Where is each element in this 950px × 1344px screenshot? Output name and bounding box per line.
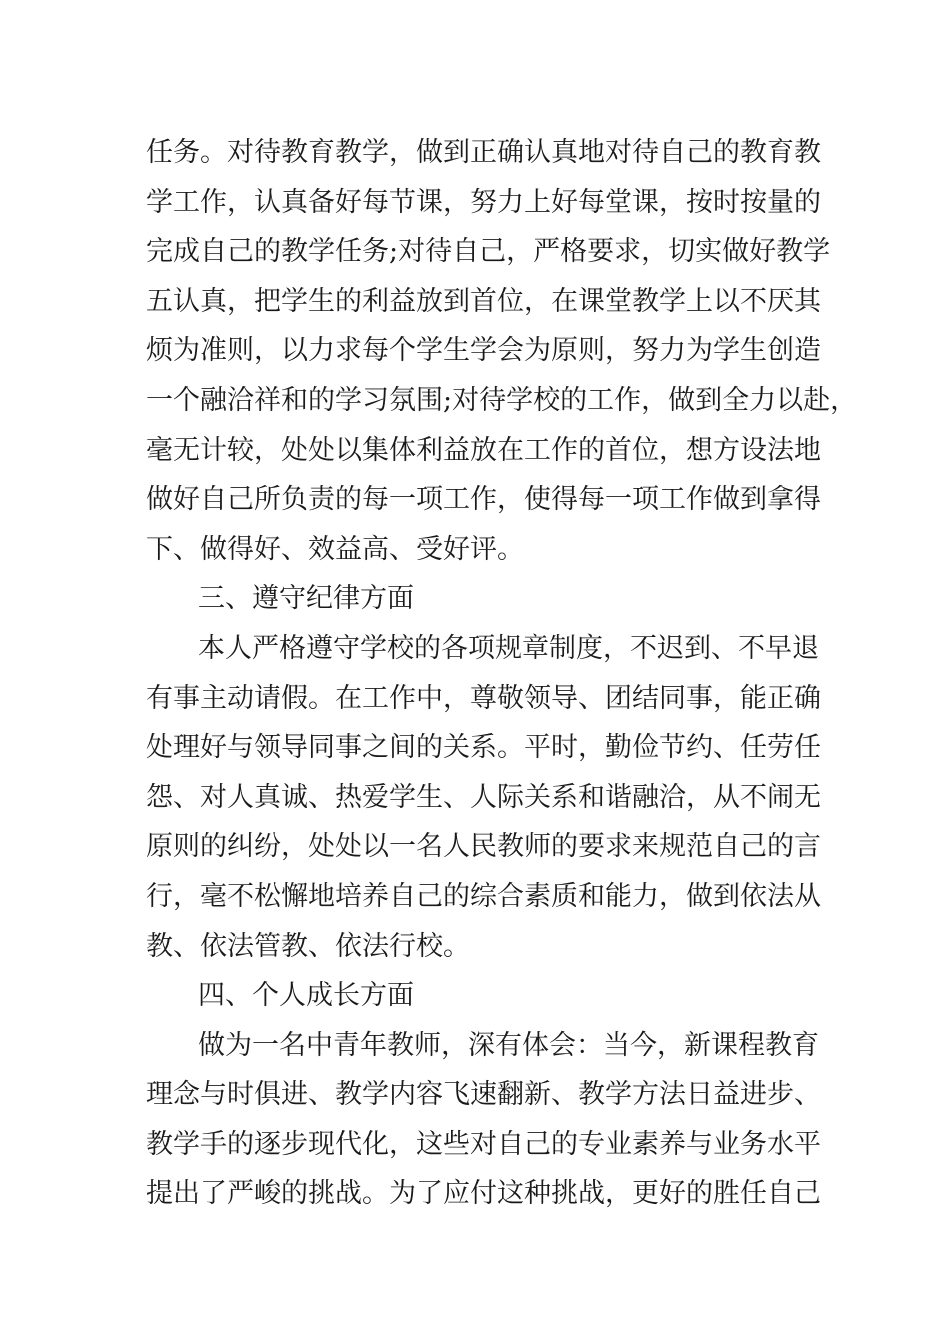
section-heading-discipline: 三、遵守纪律方面 [198, 583, 414, 615]
text-line: 毫无计较，处处以集体利益放在工作的首位，想方设法地 [146, 434, 821, 466]
text-line: 理念与时俱进、教学内容飞速翻新、教学方法日益进步、 [146, 1079, 821, 1111]
text-line: 学工作，认真备好每节课，努力上好每堂课，按时按量的 [146, 186, 821, 218]
text-line: 教、依法管教、依法行校。 [146, 930, 470, 962]
text-line: 任务。对待教育教学，做到正确认真地对待自己的教育教 [146, 137, 821, 168]
paragraph-start: 本人严格遵守学校的各项规章制度，不迟到、不早退 [198, 632, 819, 664]
paragraph-start: 做为一名中青年教师，深有体会：当今，新课程教育 [198, 1029, 819, 1061]
text-line: 五认真，把学生的利益放到首位，在课堂教学上以不厌其 [146, 285, 821, 317]
text-line: 原则的纠纷，处处以一名人民教师的要求来规范自己的言 [146, 831, 821, 863]
text-line: 有事主动请假。在工作中，尊敬领导、团结同事，能正确 [146, 682, 821, 714]
text-line: 教学手的逐步现代化，这些对自己的专业素养与业务水平 [146, 1128, 821, 1160]
text-line: 处理好与领导同事之间的关系。平时，勤俭节约、任劳任 [146, 732, 821, 764]
text-line: 完成自己的教学任务;对待自己，严格要求，切实做好教学 [146, 236, 831, 268]
text-line: 做好自己所负责的每一项工作，使得每一项工作做到拿得 [146, 484, 821, 516]
section-heading-growth: 四、个人成长方面 [198, 980, 414, 1012]
text-line: 行，毫不松懈地培养自己的综合素质和能力，做到依法从 [146, 880, 821, 912]
text-line: 下、做得好、效益高、受好评。 [146, 533, 524, 565]
text-line: 烦为准则，以力求每个学生学会为原则，努力为学生创造 [146, 335, 821, 367]
text-line: 提出了严峻的挑战。为了应付这种挑战，更好的胜任自己 [146, 1178, 821, 1210]
document-body [146, 128, 858, 1219]
text-line: 一个融洽祥和的学习氛围;对待学校的工作，做到全力以赴， [146, 384, 858, 416]
text-line: 怨、对人真诚、热爱学生、人际关系和谐融洽，从不闹无 [146, 781, 821, 813]
